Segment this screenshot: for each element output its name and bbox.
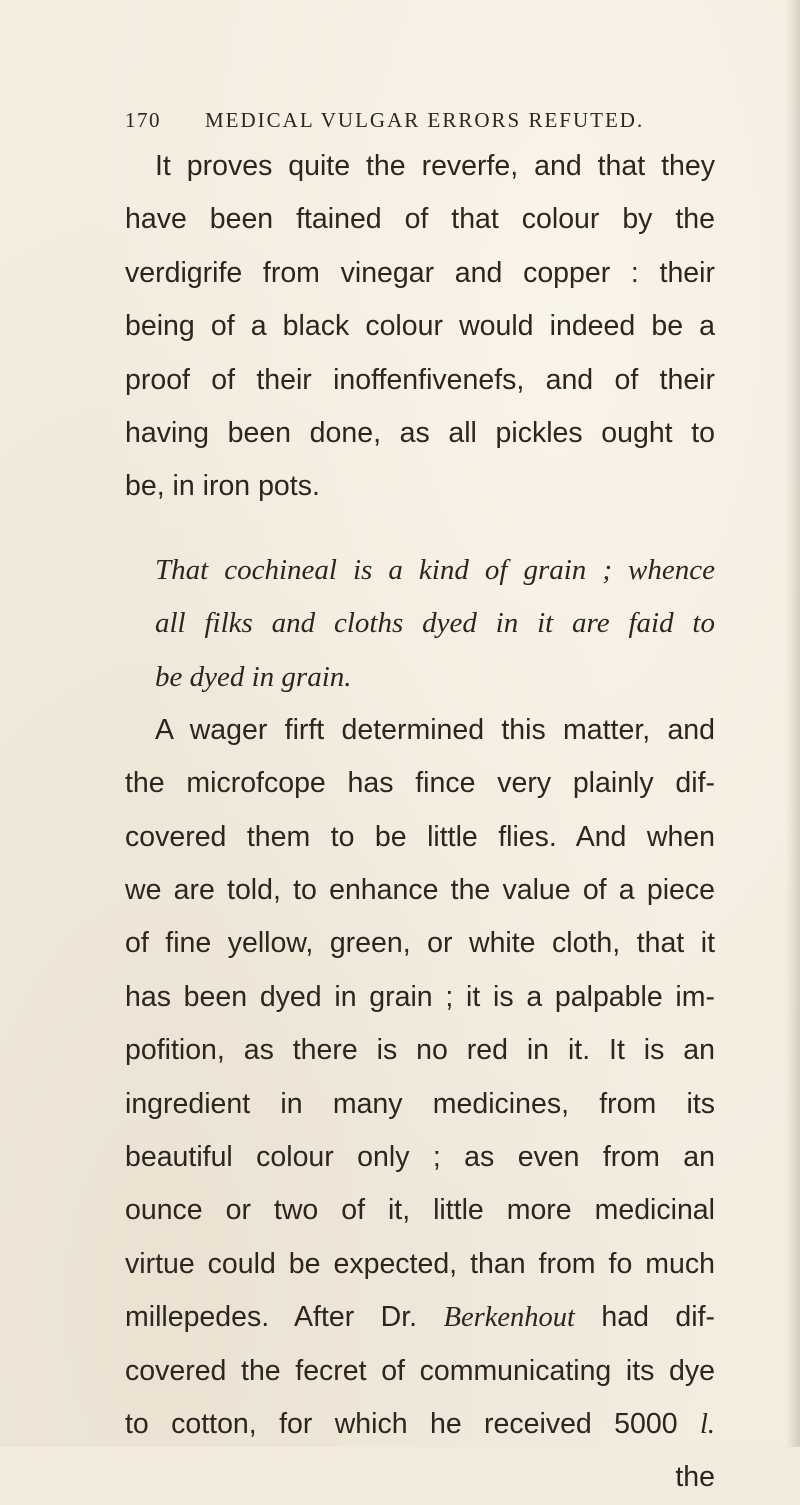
text-line: verdigrife from vinegar and copper : their [125,256,715,289]
text-line: being of a black colour would indeed be a [125,310,715,343]
page-edge-shadow [786,0,800,1447]
page-number: 170 [125,108,161,132]
currency-symbol: l. [699,1408,715,1440]
person-name: Berkenhout [443,1302,575,1334]
text-line: ingredient in many medicines, from its [125,1087,715,1120]
text-fragment: millepedes. After Dr. [125,1301,418,1334]
text-block [125,140,715,1505]
section-heading-line: That cochineal is a kind of grain ; whence [155,553,715,586]
text-line: be, in iron pots. [125,470,320,503]
text-line: covered the fecret of communicating its dye [125,1354,715,1387]
section-heading-line: be dyed in grain. [155,660,352,693]
text-fragment: to cotton, for which he received 5000 [125,1407,678,1440]
text-line: having been done, as all pickles ought to [125,416,715,449]
running-title: MEDICAL VULGAR ERRORS REFUTED. [205,108,645,132]
section-heading-line: all filks and cloths dyed in it are faid to [155,607,715,640]
text-line: It proves quite the reverfe, and that they [155,150,715,182]
text-line: covered them to be little flies. And when [125,820,715,853]
section-gap [125,514,715,544]
text-line: has been dyed in grain ; it is a palpable im- [125,980,715,1013]
text-line: the microfcope has fince very plainly dif- [125,767,715,800]
text-line: virtue could be expected, than from fo much [125,1247,715,1280]
catchword: the [675,1461,715,1494]
text-line-with-currency [125,1398,715,1451]
text-line: proof of their inoffenfivenefs, and of their [125,363,715,396]
running-head [125,108,725,142]
text-fragment: had dif- [601,1301,716,1334]
text-line: we are told, to enhance the value of a piece [125,874,715,907]
text-line-with-name [125,1291,715,1344]
text-line: pofition, as there is no red in it. It is an [125,1034,715,1067]
text-line: beautiful colour only ; as even from an [125,1141,715,1174]
text-line: of fine yellow, green, or white cloth, that it [125,927,715,960]
text-line: A wager firft determined this matter, and [155,713,715,746]
text-line: have been ftained of that colour by the [125,203,715,236]
text-line: ounce or two of it, little more medicinal [125,1194,715,1227]
